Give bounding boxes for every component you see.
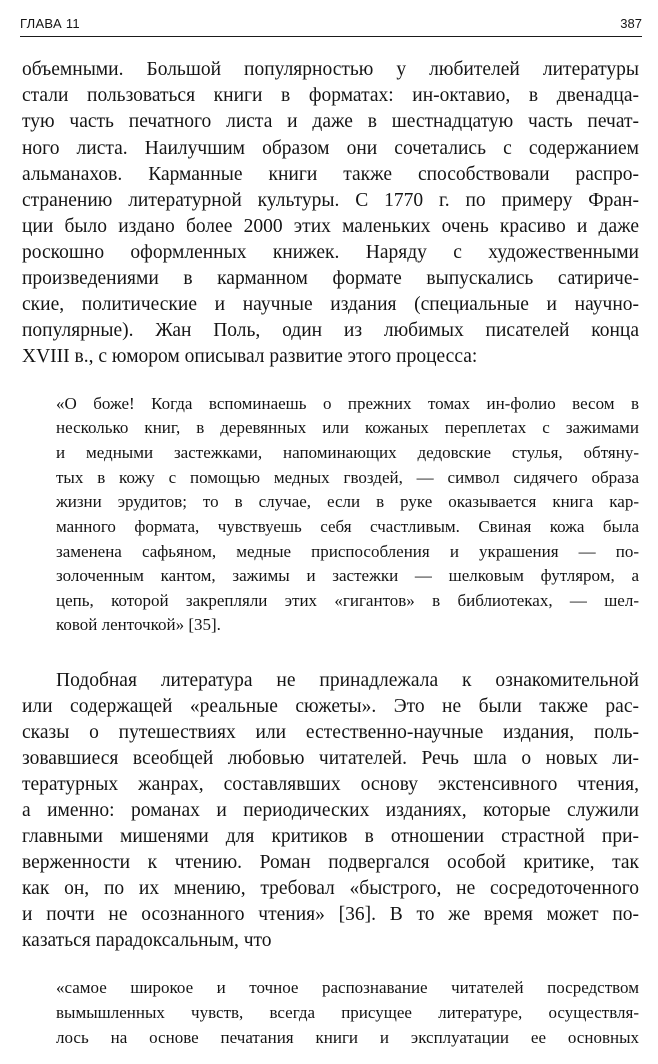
text-line: роскошно оформленных книжек. Наряду с художественными [22, 242, 639, 263]
text-line: тературных жанрах, составлявших основу экстенсивного чтения, [22, 774, 639, 795]
text-line: сказы о путешествиях или естественно-научные издания, поль- [22, 722, 639, 743]
quote-line: ковой ленточкой» [35]. [56, 615, 221, 634]
text-line: а именно: романах и периодических изданиях, которые служили [22, 800, 639, 821]
quote-line: манного формата, чувствуешь себя счастливым. Свиная кожа была [56, 517, 639, 536]
quote-line: тых в кожу с помощью медных гвоздей, — символ сидячего образа [56, 468, 639, 487]
quote-line: лось на основе печатания книги и эксплуатации ее основных [56, 1028, 639, 1047]
quote-line: жизни эрудитов; то в случае, если в руке оказывается книга кар- [56, 492, 639, 511]
text-line: стали пользоваться книги в форматах: ин-октавио, в двенадца- [22, 85, 639, 106]
running-header [20, 14, 642, 37]
page-number: 387 [620, 16, 642, 31]
text-line: популярные). Жан Поль, один из любимых писателей конца [22, 320, 639, 341]
quote-line: вымышленных чувств, всегда присущее литературе, осуществля- [56, 1003, 639, 1022]
text-line: верженности к чтению. Роман подвергался особой критике, так [22, 852, 639, 873]
text-line: Подобная литература не принадлежала к ознакомительной [56, 670, 639, 691]
text-line: ции было издано более 2000 этих маленьких очень красиво и даже [22, 216, 639, 237]
text-line: казаться парадоксальным, что [22, 930, 272, 951]
text-line: тую часть печатного листа и даже в шестнадцатую часть печат- [22, 111, 639, 132]
quote-line: «самое широкое и точное распознавание читателей посредством [56, 978, 639, 997]
text-line: объемными. Большой популярностью у любителей литературы [22, 59, 639, 80]
text-line: странению литературной культуры. С 1770 г. по примеру Фран- [22, 190, 639, 211]
text-line: альманахов. Карманные книги также способствовали распро- [22, 164, 639, 185]
text-line: ские, политические и научные издания (специальные и научно- [22, 294, 639, 315]
text-line: как он, по их мнению, требовал «быстрого, не сосредоточенного [22, 878, 639, 899]
quote-line: золоченным кантом, зажимы и застежки — шелковым футляром, а [56, 566, 639, 585]
text-line: и почти не осознанного чтения» [36]. В то же время может по- [22, 904, 639, 925]
text-line: главными мишенями для критиков в отношении страстной при- [22, 826, 639, 847]
quote-line: цепь, которой закрепляли этих «гигантов» в библиотеках, — шел- [56, 591, 639, 610]
text-line: или содержащей «реальные сюжеты». Это не были также рас- [22, 696, 639, 717]
chapter-label: ГЛАВА 11 [20, 16, 80, 31]
quote-line: несколько книг, в деревянных или кожаных переплетах с зажимами [56, 418, 639, 437]
quote-line: заменена сафьяном, медные приспособления и украшения — по- [56, 542, 639, 561]
text-line: ного листа. Наилучшим образом они сочетались с содержанием [22, 138, 639, 159]
quote-line: и медными застежками, напоминающих дедовские стулья, обтяну- [56, 443, 639, 462]
text-line: произведениями в карманном формате выпускались сатириче- [22, 268, 639, 289]
text-line: XVIII в., с юмором описывал развитие этого процесса: [22, 346, 478, 367]
quote-line: «О боже! Когда вспоминаешь о прежних томах ин-фолио весом в [56, 394, 639, 413]
text-line: зовавшиеся всеобщей любовью читателей. Речь шла о новых ли- [22, 748, 639, 769]
